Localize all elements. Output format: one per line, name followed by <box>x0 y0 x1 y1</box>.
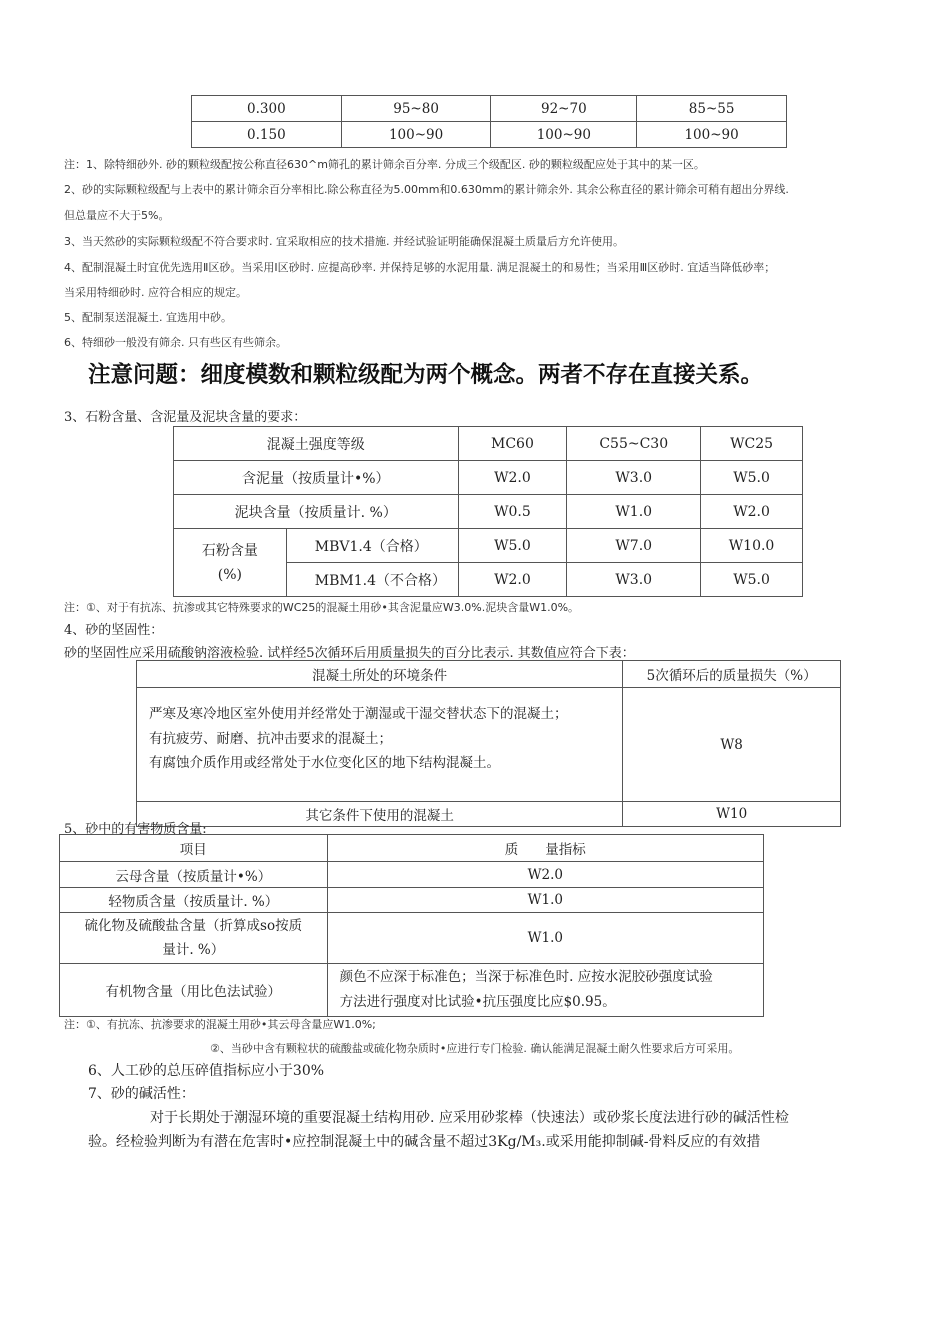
sulfide-label-line1: 硫化物及硫酸盐含量（折算成so按质 <box>84 918 303 934</box>
table-row <box>137 661 841 688</box>
table-cell: 100~90 <box>637 122 787 148</box>
table-header: C55~C30 <box>567 427 701 461</box>
section-7-title: 7、砂的碱活性： <box>88 1086 195 1102</box>
stone-powder-label <box>174 529 287 597</box>
table-row <box>192 96 787 122</box>
row-label: MBM1.4（不合格） <box>286 563 458 597</box>
environment-line: 有腐蚀介质作用或经常处于水位变化区的地下结构混凝土。 <box>149 755 500 771</box>
attention-heading: 注意问题：细度模数和颗粒级配为两个概念。两者不存在直接关系。 <box>88 362 764 388</box>
table-row <box>174 427 803 461</box>
table-header: 混凝土强度等级 <box>174 427 459 461</box>
row-label: 其它条件下使用的混凝土 <box>137 802 623 827</box>
grading-note-4: 4、配制混凝土时宜优先选用Ⅱ区砂。当采用Ⅰ区砂时. 应提高砂率. 并保持足够的水泥用量. 满足混凝土的和易性；当采用Ⅲ区砂时. 宜适当降低砂率； <box>64 261 776 274</box>
section-7-line-2: 验。经检验判断为有潜在危害时•应控制混凝土中的碱含量不超过3Kg/M₃.或采用能抑制碱-骨料反应的有效措 <box>88 1134 761 1150</box>
sulfide-label-line2: 量计. %） <box>162 942 225 958</box>
row-label: 含泥量（按质量计•%） <box>174 461 459 495</box>
table-cell: W3.0 <box>567 563 701 597</box>
section-4-title: 4、砂的坚固性： <box>64 623 164 638</box>
table-cell: W0.5 <box>458 495 567 529</box>
organic-text-line: 颜色不应深于标准色；当深于标准色时. 应按水泥胶砂强度试验 <box>339 969 713 985</box>
section-3-note: 注：①、对于有抗冻、抗渗或其它特殊要求的WC25的混凝土用砂•其含泥量应W3.0%.泥块含量W1.0%。 <box>64 601 580 614</box>
table-cell: 100~90 <box>491 122 637 148</box>
table-row <box>60 835 764 862</box>
organic-text-line: 方法进行强度对比试验•抗压强度比应$0.95。 <box>339 994 616 1010</box>
section-5-note-2: ②、当砂中含有颗粒状的硫酸盐或硫化物杂质时•应进行专门检验. 确认能满足混凝土耐久性要求后方可采用。 <box>210 1042 740 1055</box>
table-row <box>60 862 764 888</box>
section-4-desc: 砂的坚固性应采用硫酸钠溶液检验. 试样经5次循环后用质量损失的百分比表示. 其数值应符合下表： <box>64 646 635 661</box>
table-cell: W1.0 <box>327 888 763 913</box>
section-5-note-1: 注：①、有抗冻、抗渗要求的混凝土用砂•其云母含量应W1.0%; <box>64 1018 376 1031</box>
table-header: 质 量指标 <box>327 835 763 862</box>
table-header: MC60 <box>458 427 567 461</box>
grading-note-2-cont: 但总量应不大于5%。 <box>64 209 170 222</box>
table-header: 项目 <box>60 835 328 862</box>
grading-table <box>191 95 787 148</box>
section-6: 6、人工砂的总压碎值指标应小于30% <box>88 1063 325 1079</box>
table-cell: W1.0 <box>567 495 701 529</box>
row-label: 云母含量（按质量计•%） <box>60 862 328 888</box>
table-header: 混凝土所处的环境条件 <box>137 661 623 688</box>
grading-note-4-cont: 当采用特细砂时. 应符合相应的规定。 <box>64 286 247 299</box>
table-cell: 100~90 <box>341 122 491 148</box>
table-cell: W10 <box>623 802 841 827</box>
row-label <box>60 913 328 964</box>
table-row <box>60 964 764 1017</box>
section-3-title: 3、石粉含量、含泥量及泥块含量的要求： <box>64 410 307 425</box>
table-cell: W5.0 <box>458 529 567 563</box>
table-cell: W2.0 <box>327 862 763 888</box>
grading-note-5: 5、配制泵送混凝土. 宜选用中砂。 <box>64 311 232 324</box>
row-label: MBV1.4（合格） <box>286 529 458 563</box>
table-row <box>174 461 803 495</box>
row-label: 泥块含量（按质量计. %） <box>174 495 459 529</box>
grading-note-3: 3、当天然砂的实际颗粒级配不符合要求时. 宜采取相应的技术措施. 并经试验证明能确保混凝土质量后方允许使用。 <box>64 235 624 248</box>
environment-line: 严寒及寒冷地区室外使用并经常处于潮湿或干湿交替状态下的混凝土； <box>149 706 568 722</box>
stone-powder-label-line2: (%) <box>217 566 242 583</box>
grading-note-1: 注：1、除特细砂外. 砂的颗粒级配按公称直径630^m筛孔的累计筛余百分率. 分成三个级配区. 砂的颗粒级配应处于其中的某一区。 <box>64 158 705 171</box>
table-cell: 0.150 <box>192 122 342 148</box>
table-row <box>137 802 841 827</box>
grading-note-6: 6、特细砂一般没有筛余. 只有些区有些筛余。 <box>64 336 287 349</box>
table-cell: W10.0 <box>701 529 803 563</box>
row-label: 轻物质含量（按质量计. %） <box>60 888 328 913</box>
soundness-table <box>136 660 841 827</box>
table-cell: W2.0 <box>701 495 803 529</box>
table-cell: W7.0 <box>567 529 701 563</box>
table-cell: 92~70 <box>491 96 637 122</box>
table-cell: W8 <box>623 688 841 802</box>
table-cell: W1.0 <box>327 913 763 964</box>
table-row <box>192 122 787 148</box>
table-row <box>60 888 764 913</box>
table-row <box>137 688 841 802</box>
table-cell: W5.0 <box>701 563 803 597</box>
row-label: 有机物含量（用比色法试验） <box>60 964 328 1017</box>
section-7-line-1: 对于长期处于潮湿环境的重要混凝土结构用砂. 应采用砂浆棒（快速法）或砂浆长度法进行砂的碱活性检 <box>150 1110 789 1126</box>
table-cell: 95~80 <box>341 96 491 122</box>
grading-note-2: 2、砂的实际颗粒级配与上表中的累计筛余百分率相比.除公称直径为5.00mm和0.630mm的累计筛余外. 其余公称直径的累计筛余可稍有超出分界线. <box>64 183 789 196</box>
environment-line: 有抗疲劳、耐磨、抗冲击要求的混凝土； <box>149 730 392 747</box>
table-cell: W5.0 <box>701 461 803 495</box>
table-cell <box>327 964 763 1017</box>
environment-cell <box>137 688 623 802</box>
table-cell: W2.0 <box>458 461 567 495</box>
section-5-title: 5、砂中的有害物质含量: <box>64 822 207 837</box>
harmful-substance-table <box>59 834 764 1017</box>
table-cell: W2.0 <box>458 563 567 597</box>
table-row <box>60 913 764 964</box>
table-header: 5次循环后的质量损失（%） <box>623 661 841 688</box>
stone-powder-label-line1: 石粉含量 <box>201 542 258 559</box>
impurity-table <box>173 426 803 597</box>
table-header: WC25 <box>701 427 803 461</box>
table-cell: 0.300 <box>192 96 342 122</box>
table-cell: W3.0 <box>567 461 701 495</box>
table-row <box>174 529 803 563</box>
table-row <box>174 495 803 529</box>
table-cell: 85~55 <box>637 96 787 122</box>
